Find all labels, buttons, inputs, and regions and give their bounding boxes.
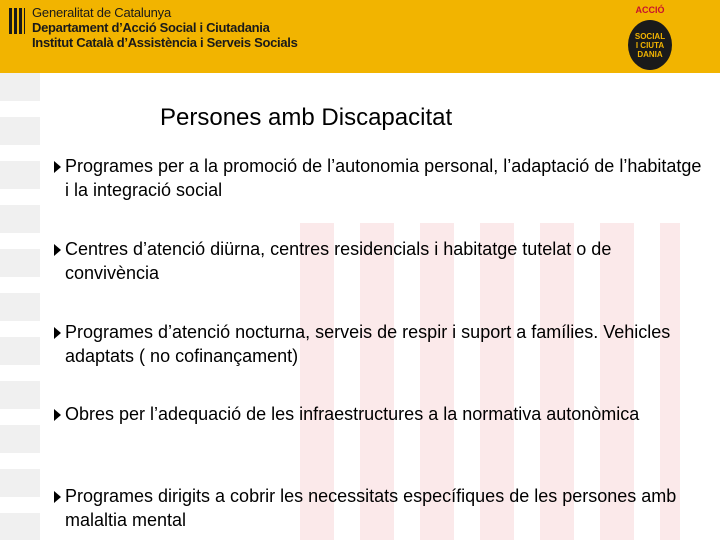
bullet-item [54,320,705,368]
accio-social-logo [628,5,672,70]
header-line-2: Departament d’Acció Social i Ciutadania [32,20,270,35]
bullet-text: Programes d’atenció nocturna, serveis de respir i suport a famílies. Vehicles adaptats ( no cofinançament) [65,322,671,366]
brand-top: ACCIÓ [635,5,665,15]
arrow-right-icon [54,161,61,173]
bullet-item [54,237,705,285]
header-bar [0,0,720,73]
bullet-text: Programes per a la promoció de l’autonomia personal, l’adaptació de l’habitatge i la integració social [65,156,702,200]
arrow-right-icon [54,491,61,503]
brand-bottom: DANIA [637,49,663,59]
bullet-text: Programes dirigits a cobrir les necessitats específiques de les persones amb malaltia mental [65,486,677,530]
brand-mid: SOCIAL [634,31,666,41]
bullet-text: Obres per l’adequació de les infraestructures a la normativa autonòmica [65,404,640,424]
arrow-right-icon [54,244,61,256]
arrow-right-icon [54,327,61,339]
header-text [32,5,298,50]
header-line-1: Generalitat de Catalunya [32,5,172,20]
bullet-item [54,154,705,202]
header-line-3: Institut Català d’Assistència i Serveis Socials [32,35,298,50]
brand-mid2: I CIUTA [635,40,665,50]
slide-title: Persones amb Discapacitat [160,104,453,131]
bullet-text: Centres d’atenció diürna, centres residencials i habitatge tutelat o de convivència [65,239,612,283]
generalitat-logo-icon [9,8,25,34]
background-watermark [0,73,720,540]
arrow-right-icon [54,409,61,421]
bullet-item [54,402,705,426]
bullet-item [54,484,705,532]
watermark-left-pattern [0,73,40,540]
